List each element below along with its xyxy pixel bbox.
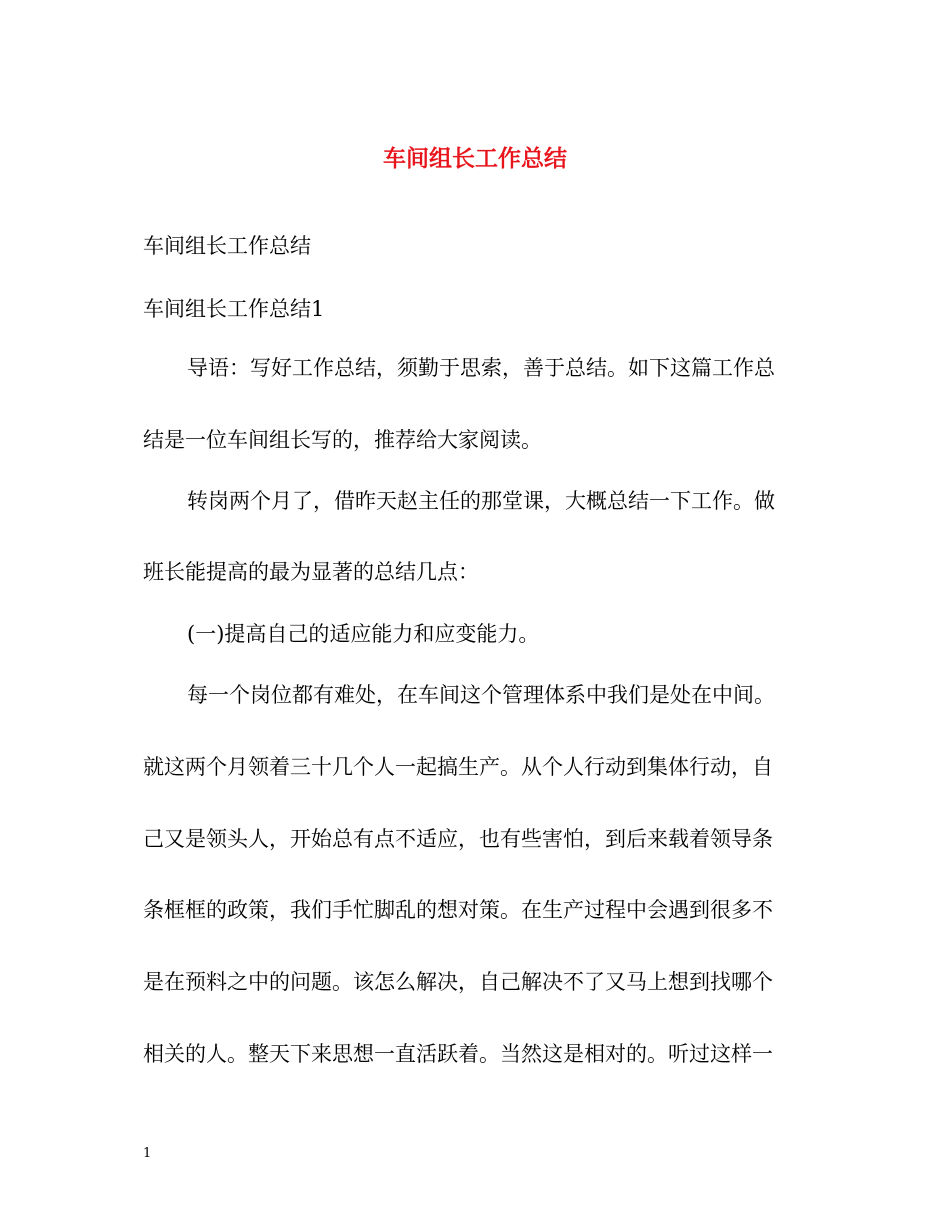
paragraph-line: 转岗两个月了，借昨天赵主任的那堂课，大概总结一下工作。做 [187,489,775,513]
document-title: 车间组长工作总结 [383,145,567,172]
heading-line: 车间组长工作总结 [143,234,311,258]
paragraph-line: 条框框的政策，我们手忙脚乱的想对策。在生产过程中会遇到很多不 [143,898,773,922]
paragraph-line: 己又是领头人，开始总有点不适应，也有些害怕，到后来载着领导条 [143,827,773,851]
subheading-line: 车间组长工作总结1 [143,297,325,321]
paragraph-line: 相关的人。整天下来思想一直活跃着。当然这是相对的。听过这样一 [143,1042,773,1066]
paragraph-line: 每一个岗位都有难处，在车间这个管理体系中我们是处在中间。 [187,683,775,707]
paragraph-line: 导语：写好工作总结，须勤于思索，善于总结。如下这篇工作总 [187,356,775,380]
paragraph-line: 是在预料之中的问题。该怎么解决，自己解决不了又马上想到找哪个 [143,970,773,994]
section-heading-line: (一)提高自己的适应能力和应变能力。 [187,622,540,646]
page-number: 1 [143,1146,152,1161]
paragraph-line: 就这两个月领着三十几个人一起搞生产。从个人行动到集体行动，自 [143,755,773,779]
paragraph-line: 班长能提高的最为显著的总结几点： [143,560,479,584]
paragraph-line: 结是一位车间组长写的，推荐给大家阅读。 [143,428,542,452]
